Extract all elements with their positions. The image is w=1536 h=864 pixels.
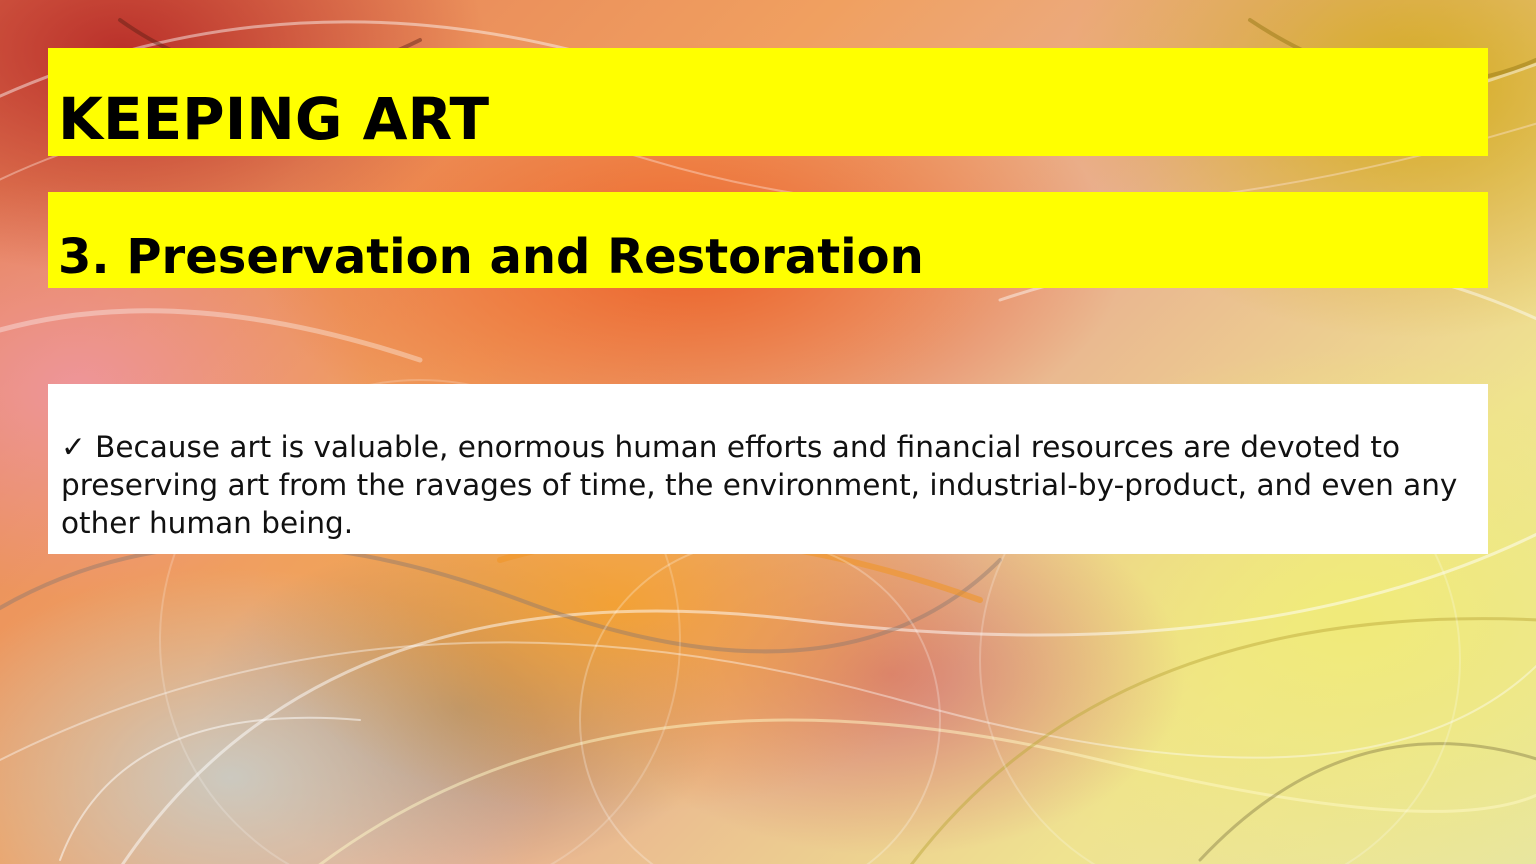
subtitle-banner <box>48 192 1488 288</box>
body-paragraph <box>61 428 1474 542</box>
slide-title: KEEPING ART <box>58 85 490 154</box>
body-text-box <box>48 384 1488 554</box>
title-banner <box>48 48 1488 156</box>
checkmark-icon: ✓ <box>61 430 86 464</box>
slide-subtitle: 3. Preservation and Restoration <box>58 229 924 286</box>
body-text: Because art is valuable, enormous human efforts and financial resources are devoted to preserving art from the ravages of time, the environment, industrial-by-product, and even any other human being. <box>61 430 1458 540</box>
